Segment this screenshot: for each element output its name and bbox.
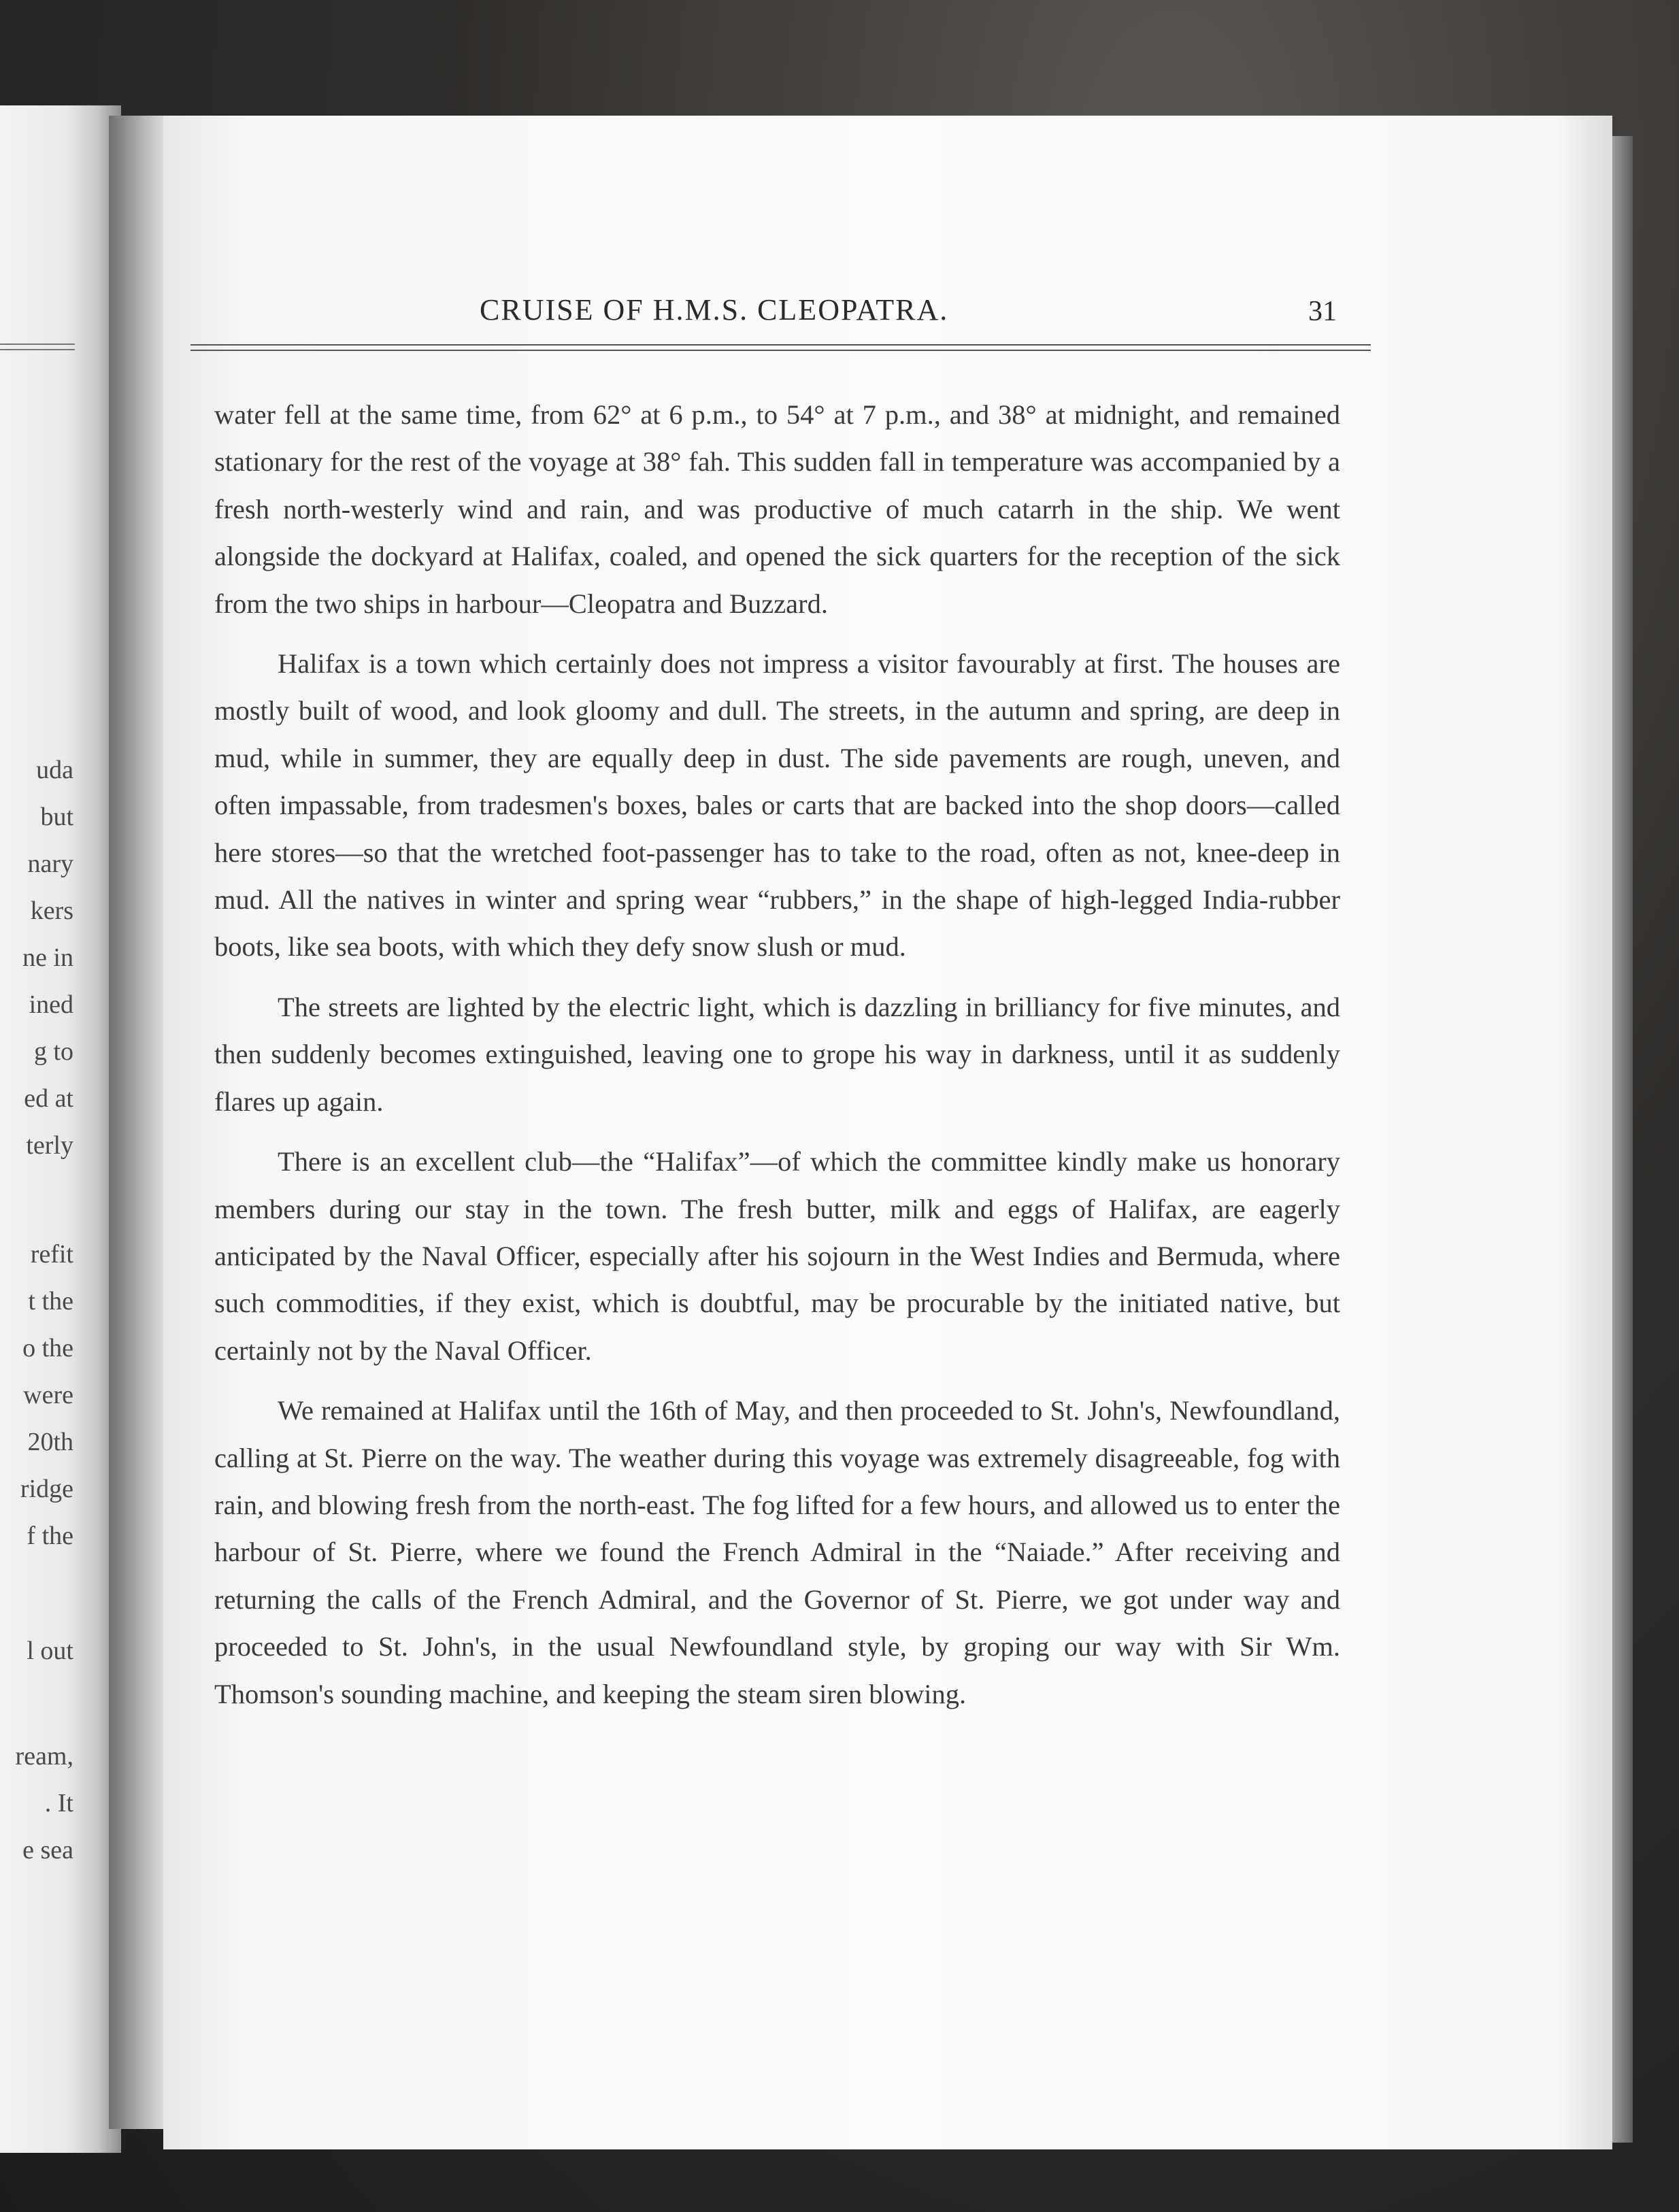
- previous-page-text-fragment: but: [40, 803, 73, 831]
- previous-page-text-fragment: nary: [27, 850, 73, 878]
- previous-page-text-fragment: ed at: [24, 1084, 73, 1113]
- page-edge-shadow: [1612, 136, 1633, 2143]
- header-rule: [190, 350, 1371, 351]
- paragraph: The streets are lighted by the electric light, which is dazzling in brilliancy for five minutes, and then suddenly becomes extinguished, leaving one to grope his way in darkness, until it as suddenly flares up again.: [214, 991, 1340, 1117]
- previous-page-text-fragment: ined: [29, 990, 73, 1019]
- previous-page-text-fragment: . It: [44, 1789, 73, 1817]
- previous-page-text-fragment: kers: [30, 896, 73, 925]
- previous-page-text-fragment: f the: [27, 1522, 73, 1550]
- previous-page-rule: [0, 343, 75, 345]
- paragraph: water fell at the same time, from 62° at 6 p.m., to 54° at 7 p.m., and 38° at midnight, and remained stationary for the rest of the voyage at 38° fah. This sudden fall in temperature was accompanied by a fresh north-westerly wind and rain, and was productive of much catarrh in the ship. We went alongside the dockyard at Halifax, coaled, and opened the sick quarters for the reception of the sick from the two ships in harbour—Cleopatra and Buzzard.: [214, 399, 1340, 619]
- previous-page-text-fragment: e sea: [22, 1836, 73, 1864]
- previous-page-text-fragment: ne in: [22, 943, 73, 972]
- previous-page-text-fragment: were: [23, 1381, 73, 1409]
- previous-page-text-fragment: o the: [22, 1334, 73, 1362]
- previous-page-text-fragment: terly: [26, 1131, 73, 1160]
- page-number: 31: [1308, 296, 1337, 327]
- body-text: [214, 391, 1340, 1717]
- running-title: CRUISE OF H.M.S. CLEOPATRA.: [480, 293, 949, 326]
- paragraph: There is an excellent club—the “Halifax”—of which the committee kindly make us honorary members during our stay in the town. The fresh butter, milk and eggs of Halifax, are eagerly anticipated by the Naval Officer, especially after his sojourn in the West Indies and Bermuda, where such commodities, if they exist, which is doubtful, may be procurable by the initiated native, but certainly not by the Naval Officer.: [214, 1146, 1340, 1366]
- paragraph: Halifax is a town which certainly does not impress a visitor favourably at first. The houses are mostly built of wood, and look gloomy and dull. The streets, in the autumn and spring, are deep in mud, while in summer, they are equally deep in dust. The side pavements are rough, uneven, and often impassable, from tradesmen's boxes, bales or carts that are backed into the shop doors—called here stores—so that the wretched foot-passenger has to take to the road, often as not, knee-deep in mud. All the natives in winter and spring wear “rubbers,” in the shape of high-legged India-rubber boots, like sea boots, with which they defy snow slush or mud.: [214, 648, 1340, 962]
- previous-page-text-fragment: l out: [27, 1637, 73, 1665]
- paragraph: We remained at Halifax until the 16th of May, and then proceeded to St. John's, Newfoundland, calling at St. Pierre on the way. The weather during this voyage was extremely disagreeable, fog with rain, and blowing fresh from the north-east. The fog lifted for a few hours, and allowed us to enter the harbour of St. Pierre, where we found the French Admiral in the “Naiade.” After receiving and returning the calls of the French Admiral, and the Governor of St. Pierre, we got under way and proceeded to St. John's, in the usual Newfoundland style, by groping our way with Sir Wm. Thomson's sounding machine, and keeping the steam siren blowing.: [214, 1395, 1340, 1709]
- previous-page-text-fragment: ream,: [15, 1742, 73, 1771]
- book-gutter-shadow: [109, 116, 170, 2129]
- previous-page-text-fragment: g to: [33, 1037, 73, 1066]
- previous-page-rule: [0, 349, 75, 350]
- previous-page-text-fragment: t the: [28, 1287, 73, 1316]
- previous-page-text-fragment: refit: [30, 1240, 73, 1269]
- previous-page-text-fragment: 20th: [27, 1428, 73, 1456]
- previous-page-text-fragment: ridge: [20, 1475, 73, 1503]
- page-header: [190, 292, 1371, 333]
- previous-page-text-fragment: uda: [36, 756, 73, 784]
- header-rule: [190, 344, 1371, 346]
- previous-page-edge: [0, 105, 121, 2153]
